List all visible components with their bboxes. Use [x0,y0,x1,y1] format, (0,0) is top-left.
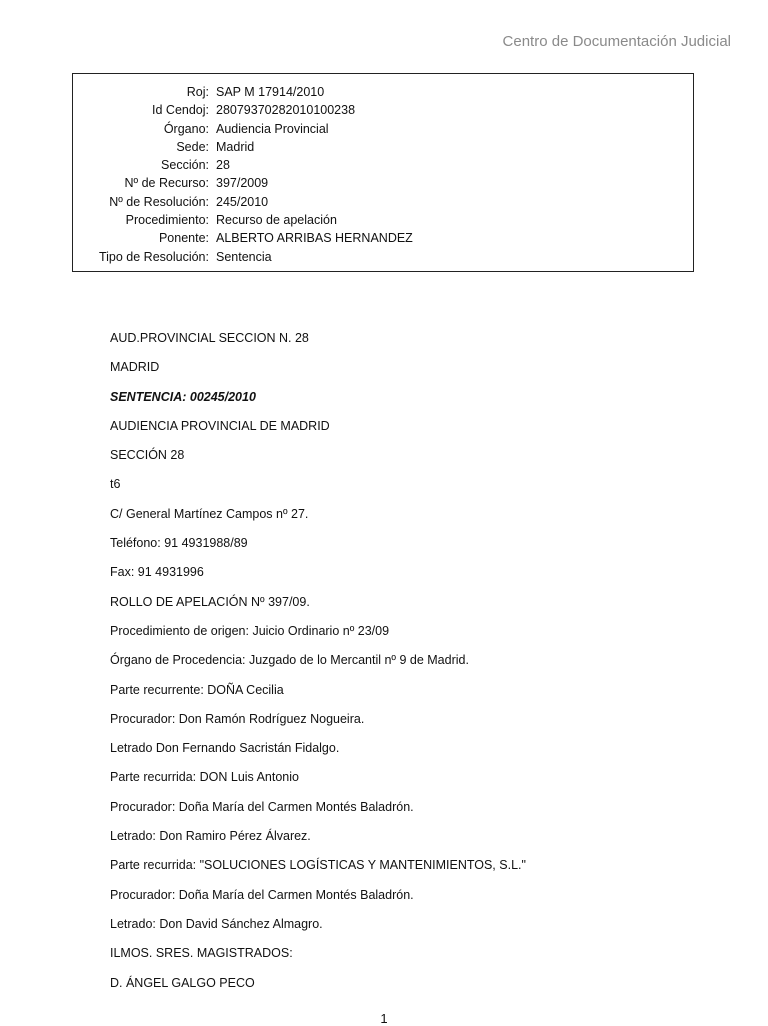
metadata-value: SAP M 17914/2010 [216,85,325,99]
page-number: 1 [380,1011,388,1026]
origin-procedure-line: Procedimiento de origen: Juicio Ordinario nº 23/09 [110,623,390,638]
section-line: SECCIÓN 28 [110,448,185,463]
city-line: MADRID [110,360,160,375]
metadata-row-organo [73,120,693,138]
court-name-line: AUDIENCIA PROVINCIAL DE MADRID [110,418,330,433]
metadata-row-ponente [73,229,693,247]
metadata-label: Sede: [176,139,209,154]
metadata-row-seccion [73,156,693,174]
second-respondent-lawyer-line: Letrado: Don David Sánchez Almagro. [110,916,323,931]
metadata-label: Tipo de Resolución: [98,249,209,264]
metadata-label: Sección: [161,158,209,173]
appellant-line: Parte recurrente: DOÑA Cecilia [110,682,284,697]
metadata-label: Procedimiento: [125,213,209,228]
metadata-value: 397/2009 [216,176,269,191]
metadata-label: Id Cendoj: [152,103,209,118]
address-line: C/ General Martínez Campos nº 27. [110,506,309,521]
metadata-row-recurso [73,174,693,192]
respondent-lawyer-line: Letrado: Don Ramiro Pérez Álvarez. [110,829,311,844]
metadata-value: 245/2010 [216,194,269,209]
document-body [110,329,710,1003]
metadata-row-resolucion [73,193,693,211]
magistrates-heading-line: ILMOS. SRES. MAGISTRADOS: [110,946,293,961]
metadata-value: Audiencia Provincial [216,121,329,136]
metadata-label: Órgano: [163,121,209,136]
metadata-row-id-cendoj [73,101,693,119]
fax-line: Fax: 91 4931996 [110,565,204,580]
metadata-value: Sentencia [216,249,272,264]
metadata-value: 28079370282010100238 [216,103,356,118]
phone-line: Teléfono: 91 4931988/89 [110,536,248,551]
metadata-label: Nº de Resolución: [109,194,209,209]
metadata-value: ALBERTO ARRIBAS HERNANDEZ [216,231,413,246]
metadata-row-procedimiento [73,211,693,229]
origin-court-line: Órgano de Procedencia: Juzgado de lo Mercantil nº 9 de Madrid. [110,653,469,668]
respondent-attorney-line: Procurador: Doña María del Carmen Montés Baladrón. [110,799,414,814]
metadata-row-tipo-resolucion [73,248,693,266]
court-section-line: AUD.PROVINCIAL SECCION N. 28 [110,331,309,345]
metadata-value: Recurso de apelación [216,213,337,228]
appeal-roll-line: ROLLO DE APELACIÓN Nº 397/09. [110,594,310,609]
appellant-lawyer-line: Letrado Don Fernando Sacristán Fidalgo. [110,741,340,756]
magistrate-line: D. ÁNGEL GALGO PECO [110,975,255,990]
metadata-box [72,73,694,272]
metadata-row-sede [73,138,693,156]
metadata-value: Madrid [216,139,255,154]
second-respondent-line: Parte recurrida: "SOLUCIONES LOGÍSTICAS Y MANTENIMIENTOS, S.L." [110,858,526,873]
metadata-value: 28 [216,158,230,173]
metadata-label: Ponente: [158,231,209,246]
metadata-label: Nº de Recurso: [124,176,209,191]
appellant-attorney-line: Procurador: Don Ramón Rodríguez Nogueira. [110,711,365,726]
code-line: t6 [110,477,121,492]
metadata-label: Roj: [186,85,209,99]
second-respondent-attorney-line: Procurador: Doña María del Carmen Montés Baladrón. [110,887,414,902]
sentence-number-line: SENTENCIA: 00245/2010 [110,389,256,404]
respondent-line: Parte recurrida: DON Luis Antonio [110,770,299,785]
metadata-row-roj [73,83,693,101]
document-center-title: Centro de Documentación Judicial [502,33,731,50]
